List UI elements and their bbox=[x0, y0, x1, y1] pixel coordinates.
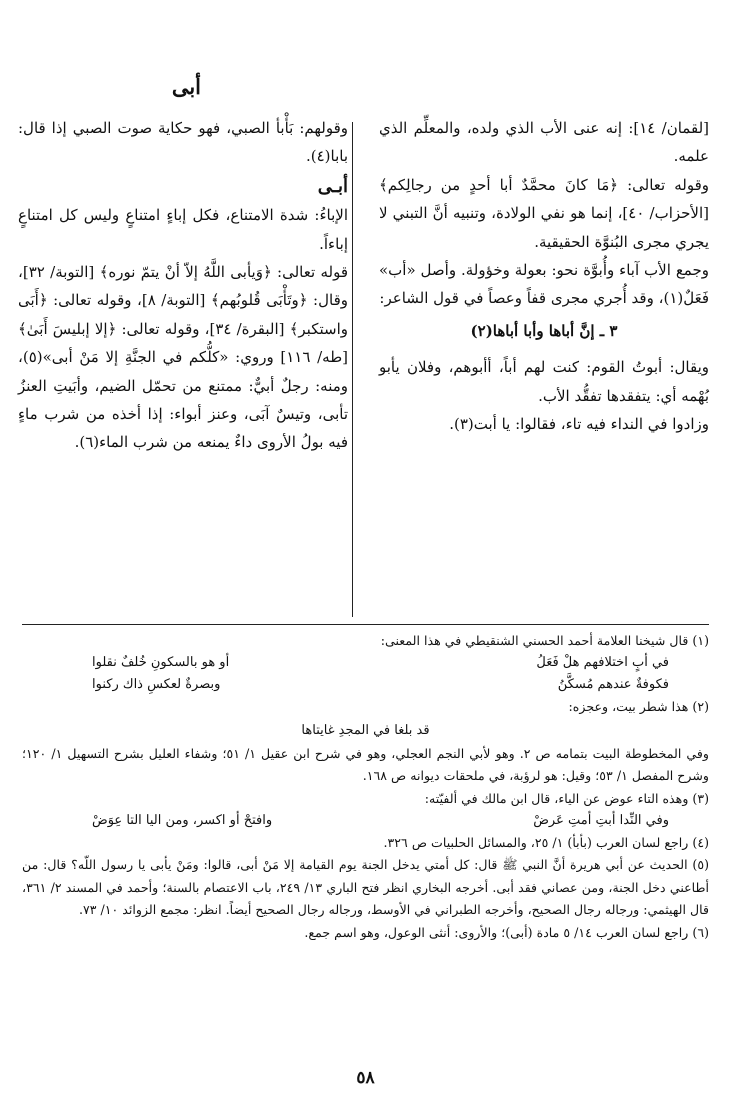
subheading: أبـى bbox=[317, 175, 348, 197]
footnote-5: (٥) الحديث عن أبي هريرة أنَّ النبي ﷺ قال: كل أمتي يدخل الجنة يوم القيامة إلا مَنْ أبى، قالوا: ومَنْ يأبى يا رسول اللّه؟ قال: من أطاعني دخل الجنة، ومن عصاني فقد أبى. أخرجه البخاري انظر فتح الباري ١٣/ ٢٤٩، باب الاعتصام بالسنة؛ وأحمد في المسند ٢/ ٣٦١، قال الهيثمي: ورجاله رجال الصحيح، وأخرجه الطبراني في الأوسط، ورجاله رجال الصحيح أيضاً. انظر: مجمع الزوائد ١٠/ ٧٣. bbox=[22, 857, 709, 918]
poem-hemistich: وفي النِّدا أبتِ أمتِ عَرضْ bbox=[533, 813, 669, 829]
poem-hemistich: فكوفةٌ عندهم مُسكَّنُ bbox=[557, 677, 669, 693]
poem-hemistich: وافتحْ أو اكسر، ومن اليا التا عِوَضْ bbox=[92, 813, 273, 829]
paragraph: وجمع الأب آباء وأُبوَّة نحو: بعولة وخؤولة. وأصل «أب» فَعَلٌ(١)، وقد أُجري مجرى قفاً وعصاً في قول الشاعر: bbox=[379, 261, 709, 308]
paragraph: وقولهم: بَأْبأ الصبي، فهو حكاية صوت الصبي إذا قال: بابا(٤). bbox=[18, 119, 348, 166]
poem-hemistich: وبصرةٌ لعكسِ ذاك ركنوا bbox=[92, 677, 221, 693]
paragraph: قوله تعالى: ﴿وَيأبى اللَّهُ إلاّ أنْ يتمّ نوره﴾ [التوبة/ ٣٢]، وقال: ﴿وتَأْبَى قُلوبُهم﴾ [التوبة/ ٨]، وقوله تعالى: ﴿أَبَى واستكبر﴾ [البقرة/ ٣٤]، وقوله تعالى: ﴿إلا إبليسَ أَبَىٰ﴾ [طه/ ١١٦] وروي: «كلُّكم في الجنَّةِ إلا مَنْ أبى»(٥)، ومنه: رجلٌ أبيٌّ: ممتنع من تحمّل الضيم، وأبَيتِ العنزُ تأبى، وتيسٌ آبَى، وعنز أبواء: إذا أخذه من شرب ماءٍ فيه بولُ الأروى داءٌ يمنعه من شرب الماء(٦). bbox=[18, 263, 348, 452]
poem-hemistich: في أبٍ اختلافهم هلْ فَعَلُ bbox=[536, 655, 669, 671]
footnote-1-poem-line-2 bbox=[22, 674, 709, 696]
footnote-separator bbox=[22, 624, 709, 625]
left-column bbox=[18, 114, 348, 457]
paragraph: وزادوا في النداء فيه تاء، فقالوا: يا أبت(٣). bbox=[449, 415, 709, 434]
paragraph: [لقمان/ ١٤]: إنه عنى الأب الذي ولده، والمعلِّم الذي علمه. bbox=[379, 119, 709, 166]
page-number: ٥٨ bbox=[356, 1068, 375, 1088]
footnote-2-text: وفي المخطوطة البيت بتمامه ص ٢. وهو لأبي النجم العجلي، وهو في شرح ابن عقيل ١/ ٥١؛ وشفاء العليل بشرح التسهيل ١/ ١٢٠؛ وشرح المفصل ١/ ٥٣؛ وقيل: هو لرؤبة، في ملحقات ديوانه ص ١٦٨. bbox=[22, 745, 709, 784]
poem-hemistich: أو هو بالسكونِ خُلفٌ نقلوا bbox=[92, 655, 230, 671]
column-divider bbox=[352, 122, 353, 617]
footnote-2-intro: (٢) هذا شطر بيت، وعجزه: bbox=[568, 699, 709, 715]
right-column bbox=[379, 114, 709, 438]
footnote-6: (٦) راجع لسان العرب ١٤/ ٥ مادة (أبى)؛ والأروى: أنثى الوعول، وهو اسم جمع. bbox=[304, 924, 709, 940]
page-header: أبى bbox=[171, 74, 201, 99]
footnote-3-intro: (٣) وهذه التاء عوض عن الياء، قال ابن مالك في ألفيّته: bbox=[424, 790, 709, 806]
footnote-3-poem bbox=[22, 810, 709, 832]
footnote-1-intro: (١) قال شيخنا العلامة أحمد الحسني الشنقيطي في هذا المعنى: bbox=[380, 633, 709, 648]
paragraph: الإباءُ: شدة الامتناع، فكل إباءٍ امتناعٍ وليس كل امتناعٍ إباءاً. bbox=[18, 206, 348, 253]
footnotes bbox=[22, 630, 709, 944]
paragraph: وقوله تعالى: ﴿مَا كانَ محمَّدٌ أبا أحدٍ من رجالِكم﴾ [الأحزاب/ ٤٠]، إنما هو نفي الولادة، وتنبيه أنَّ التبني لا يجري مجرى البُنوَّة الحقيقية. bbox=[379, 175, 710, 251]
footnote-2-line: قد بلغا في المجدِ غايتاها bbox=[301, 722, 430, 738]
footnote-1-poem-line-1 bbox=[22, 652, 709, 674]
paragraph: ويقال: أبوتُ القوم: كنت لهم أباً، أأبوهم، وفلان يأبو بُهْمه أي: يتفقدها تفقُّد الأب. bbox=[379, 358, 709, 405]
verse-3: ٣ ـ إنَّ أباها وأبا أباها(٢) bbox=[470, 321, 618, 340]
footnote-4: (٤) راجع لسان العرب (بأبأ) ١/ ٢٥، والمسائل الحلبيات ص ٣٢٦. bbox=[383, 835, 709, 851]
